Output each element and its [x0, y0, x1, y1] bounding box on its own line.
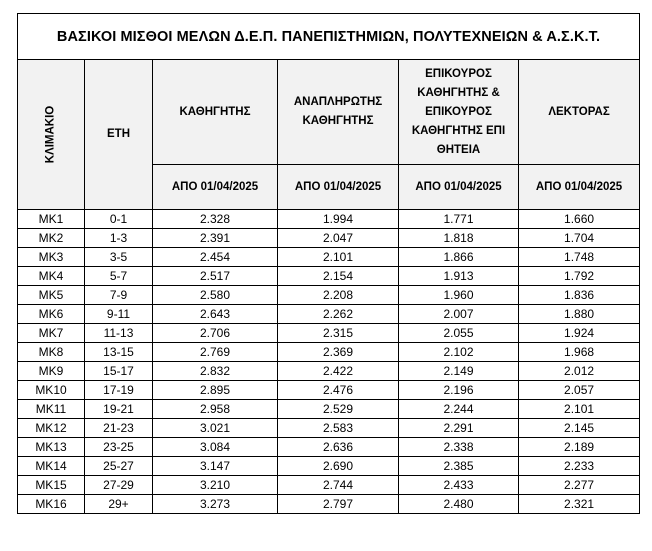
cell-kathigitis: 2.643: [153, 305, 278, 324]
header-kathigitis: ΚΑΘΗΓΗΤΗΣ: [153, 60, 278, 165]
cell-kathigitis: 2.769: [153, 343, 278, 362]
salary-table: [17, 13, 640, 514]
table-row: [18, 343, 640, 362]
header-lektoras: ΛΕΚΤΟΡΑΣ: [519, 60, 640, 165]
cell-klimakio: ΜΚ10: [18, 381, 85, 400]
cell-kathigitis: 2.454: [153, 248, 278, 267]
cell-lektoras: 1.704: [519, 229, 640, 248]
cell-eti: 17-19: [85, 381, 153, 400]
table-row: [18, 495, 640, 514]
cell-eti: 1-3: [85, 229, 153, 248]
cell-anaplirotis: 2.476: [278, 381, 399, 400]
cell-klimakio: ΜΚ14: [18, 457, 85, 476]
cell-epikouros: 1.771: [399, 210, 519, 229]
cell-anaplirotis: 2.047: [278, 229, 399, 248]
cell-lektoras: 2.101: [519, 400, 640, 419]
cell-eti: 7-9: [85, 286, 153, 305]
date-header-anaplirotis: ΑΠΟ 01/04/2025: [278, 165, 399, 210]
cell-kathigitis: 3.021: [153, 419, 278, 438]
cell-eti: 15-17: [85, 362, 153, 381]
cell-eti: 27-29: [85, 476, 153, 495]
cell-klimakio: ΜΚ8: [18, 343, 85, 362]
cell-kathigitis: 3.084: [153, 438, 278, 457]
cell-klimakio: ΜΚ11: [18, 400, 85, 419]
cell-epikouros: 2.055: [399, 324, 519, 343]
cell-epikouros: 2.385: [399, 457, 519, 476]
cell-lektoras: 2.057: [519, 381, 640, 400]
table-row: [18, 305, 640, 324]
cell-anaplirotis: 1.994: [278, 210, 399, 229]
header-anaplirotis-line2: ΚΑΘΗΓΗΤΗΣ: [302, 115, 374, 127]
cell-eti: 3-5: [85, 248, 153, 267]
cell-klimakio: ΜΚ15: [18, 476, 85, 495]
cell-eti: 19-21: [85, 400, 153, 419]
table-row: [18, 229, 640, 248]
header-epikouros-line2: ΚΑΘΗΓΗΤΗΣ &: [417, 86, 500, 99]
header-anaplirotis: [278, 60, 399, 165]
cell-klimakio: ΜΚ1: [18, 210, 85, 229]
cell-kathigitis: 2.832: [153, 362, 278, 381]
cell-epikouros: 2.196: [399, 381, 519, 400]
table-row: [18, 362, 640, 381]
cell-kathigitis: 3.210: [153, 476, 278, 495]
table-row: [18, 286, 640, 305]
header-epikouros-line5: ΘΗΤΕΙΑ: [436, 143, 481, 156]
table-body: [18, 210, 640, 514]
cell-lektoras: 2.277: [519, 476, 640, 495]
cell-epikouros: 2.102: [399, 343, 519, 362]
cell-kathigitis: 3.273: [153, 495, 278, 514]
cell-anaplirotis: 2.315: [278, 324, 399, 343]
cell-anaplirotis: 2.101: [278, 248, 399, 267]
cell-klimakio: ΜΚ5: [18, 286, 85, 305]
cell-eti: 0-1: [85, 210, 153, 229]
cell-kathigitis: 2.328: [153, 210, 278, 229]
cell-klimakio: ΜΚ4: [18, 267, 85, 286]
cell-epikouros: 2.244: [399, 400, 519, 419]
table-row: [18, 476, 640, 495]
cell-eti: 21-23: [85, 419, 153, 438]
cell-lektoras: 2.145: [519, 419, 640, 438]
cell-lektoras: 2.321: [519, 495, 640, 514]
cell-eti: 9-11: [85, 305, 153, 324]
cell-anaplirotis: 2.262: [278, 305, 399, 324]
cell-epikouros: 2.480: [399, 495, 519, 514]
header-eti: ΕΤΗ: [85, 60, 153, 210]
cell-epikouros: 1.866: [399, 248, 519, 267]
cell-klimakio: ΜΚ6: [18, 305, 85, 324]
cell-lektoras: 2.012: [519, 362, 640, 381]
header-epikouros-line3: ΕΠΙΚΟΥΡΟΣ: [425, 105, 492, 118]
cell-anaplirotis: 2.744: [278, 476, 399, 495]
cell-klimakio: ΜΚ9: [18, 362, 85, 381]
cell-anaplirotis: 2.369: [278, 343, 399, 362]
table-row: [18, 324, 640, 343]
header-epikouros-line4: ΚΑΘΗΓΗΤΗΣ ΕΠΙ: [411, 124, 506, 137]
cell-lektoras: 1.660: [519, 210, 640, 229]
cell-lektoras: 1.924: [519, 324, 640, 343]
table-row: [18, 267, 640, 286]
cell-klimakio: ΜΚ16: [18, 495, 85, 514]
cell-lektoras: 1.792: [519, 267, 640, 286]
cell-epikouros: 1.960: [399, 286, 519, 305]
cell-anaplirotis: 2.636: [278, 438, 399, 457]
table-row: [18, 400, 640, 419]
table-row: [18, 381, 640, 400]
cell-kathigitis: 3.147: [153, 457, 278, 476]
cell-anaplirotis: 2.529: [278, 400, 399, 419]
date-header-kathigitis: ΑΠΟ 01/04/2025: [153, 165, 278, 210]
cell-epikouros: 2.433: [399, 476, 519, 495]
cell-lektoras: 1.968: [519, 343, 640, 362]
cell-anaplirotis: 2.797: [278, 495, 399, 514]
cell-anaplirotis: 2.583: [278, 419, 399, 438]
cell-kathigitis: 2.517: [153, 267, 278, 286]
cell-epikouros: 1.913: [399, 267, 519, 286]
cell-klimakio: ΜΚ13: [18, 438, 85, 457]
cell-lektoras: 1.748: [519, 248, 640, 267]
cell-klimakio: ΜΚ12: [18, 419, 85, 438]
header-klimakio-label: ΚΛΙΜΑΚΙΟ: [44, 105, 57, 164]
table-row: [18, 419, 640, 438]
cell-anaplirotis: 2.208: [278, 286, 399, 305]
table-row: [18, 457, 640, 476]
cell-lektoras: 1.836: [519, 286, 640, 305]
cell-epikouros: 2.338: [399, 438, 519, 457]
cell-epikouros: 2.291: [399, 419, 519, 438]
cell-lektoras: 1.880: [519, 305, 640, 324]
cell-lektoras: 2.233: [519, 457, 640, 476]
cell-anaplirotis: 2.422: [278, 362, 399, 381]
cell-lektoras: 2.189: [519, 438, 640, 457]
cell-eti: 13-15: [85, 343, 153, 362]
cell-eti: 23-25: [85, 438, 153, 457]
cell-eti: 29+: [85, 495, 153, 514]
cell-klimakio: ΜΚ7: [18, 324, 85, 343]
cell-anaplirotis: 2.154: [278, 267, 399, 286]
cell-epikouros: 1.818: [399, 229, 519, 248]
cell-eti: 11-13: [85, 324, 153, 343]
date-header-lektoras: ΑΠΟ 01/04/2025: [519, 165, 640, 210]
cell-kathigitis: 2.895: [153, 381, 278, 400]
cell-anaplirotis: 2.690: [278, 457, 399, 476]
cell-kathigitis: 2.958: [153, 400, 278, 419]
cell-klimakio: ΜΚ3: [18, 248, 85, 267]
cell-epikouros: 2.007: [399, 305, 519, 324]
cell-eti: 25-27: [85, 457, 153, 476]
cell-epikouros: 2.149: [399, 362, 519, 381]
header-klimakio: [18, 60, 85, 210]
table-row: [18, 438, 640, 457]
cell-eti: 5-7: [85, 267, 153, 286]
table-row: [18, 210, 640, 229]
header-anaplirotis-line1: ΑΝΑΠΛΗΡΩΤΗΣ: [293, 96, 383, 108]
cell-kathigitis: 2.580: [153, 286, 278, 305]
table-title: ΒΑΣΙΚΟΙ ΜΙΣΘΟΙ ΜΕΛΩΝ Δ.Ε.Π. ΠΑΝΕΠΙΣΤΗΜΙΩΝ, ΠΟΛΥΤΕΧΝΕΙΩΝ & Α.Σ.Κ.Τ.: [18, 14, 640, 60]
cell-kathigitis: 2.706: [153, 324, 278, 343]
header-epikouros-line1: ΕΠΙΚΟΥΡΟΣ: [425, 67, 492, 80]
table-row: [18, 248, 640, 267]
cell-kathigitis: 2.391: [153, 229, 278, 248]
date-header-epikouros: ΑΠΟ 01/04/2025: [399, 165, 519, 210]
cell-klimakio: ΜΚ2: [18, 229, 85, 248]
header-epikouros: [399, 60, 519, 165]
header-row: [18, 60, 640, 165]
